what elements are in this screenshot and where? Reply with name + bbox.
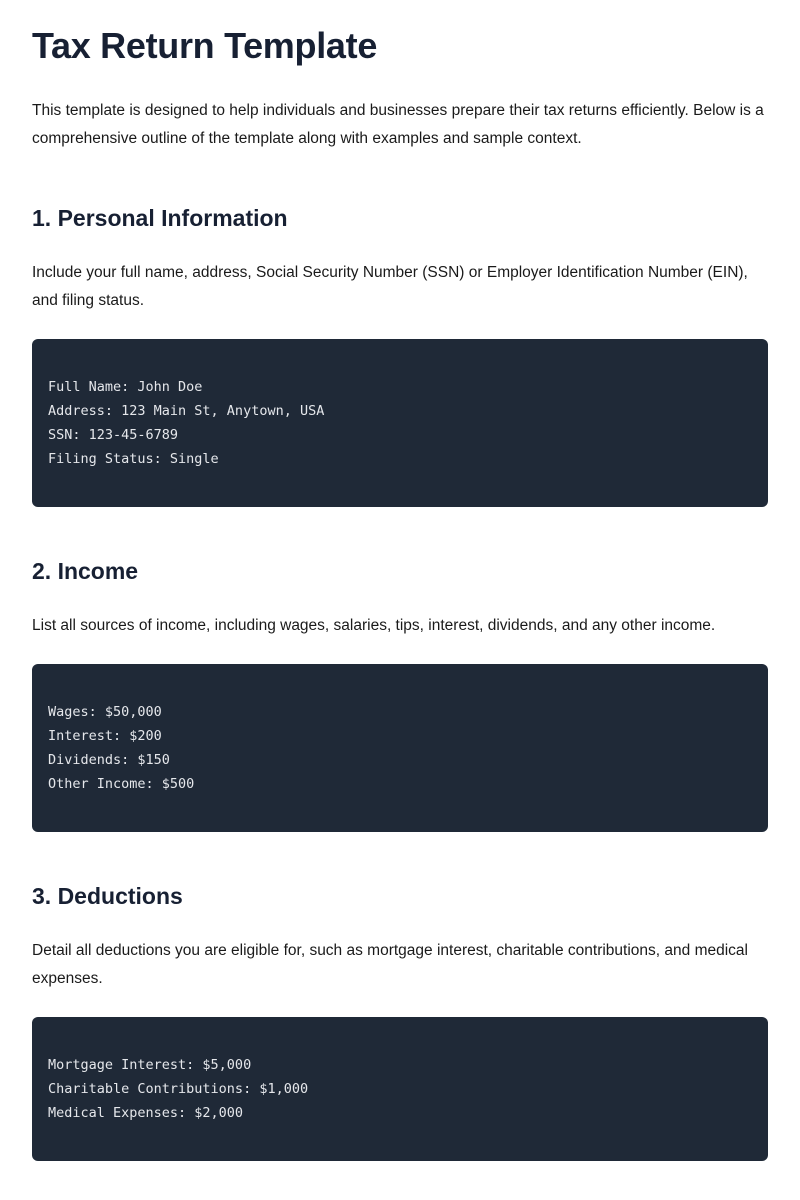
section-income	[32, 556, 768, 832]
section-description: Detail all deductions you are eligible for, such as mortgage interest, charitable contributions, and medical expenses.	[32, 942, 748, 987]
intro-paragraph: This template is designed to help individuals and businesses prepare their tax returns efficiently. Below is a comprehensive outline of the template along with examples and sample context.	[32, 102, 764, 147]
code-line: Medical Expenses: $2,000	[48, 1105, 244, 1121]
code-line: Charitable Contributions: $1,000	[48, 1081, 309, 1097]
code-line: Dividends: $150	[48, 752, 170, 768]
section-heading: 3. Deductions	[32, 883, 183, 909]
code-block	[32, 664, 768, 832]
code-block	[32, 1017, 768, 1161]
section-personal-information	[32, 203, 768, 507]
code-line: Mortgage Interest: $5,000	[48, 1057, 252, 1073]
page-title: Tax Return Template	[32, 25, 378, 66]
code-line: Interest: $200	[48, 728, 162, 744]
section-heading: 2. Income	[32, 558, 139, 584]
code-line: Filing Status: Single	[48, 451, 219, 467]
section-description: List all sources of income, including wages, salaries, tips, interest, dividends, and any other income.	[32, 617, 716, 634]
section-deductions	[32, 881, 768, 1161]
section-heading: 1. Personal Information	[32, 205, 288, 231]
code-line: Wages: $50,000	[48, 704, 162, 720]
code-block	[32, 339, 768, 507]
code-line: Other Income: $500	[48, 776, 195, 792]
code-line: SSN: 123-45-6789	[48, 427, 179, 443]
code-line: Address: 123 Main St, Anytown, USA	[48, 403, 325, 419]
code-line: Full Name: John Doe	[48, 379, 203, 395]
section-description: Include your full name, address, Social Security Number (SSN) or Employer Identification Number (EIN), and filing status.	[32, 264, 748, 309]
